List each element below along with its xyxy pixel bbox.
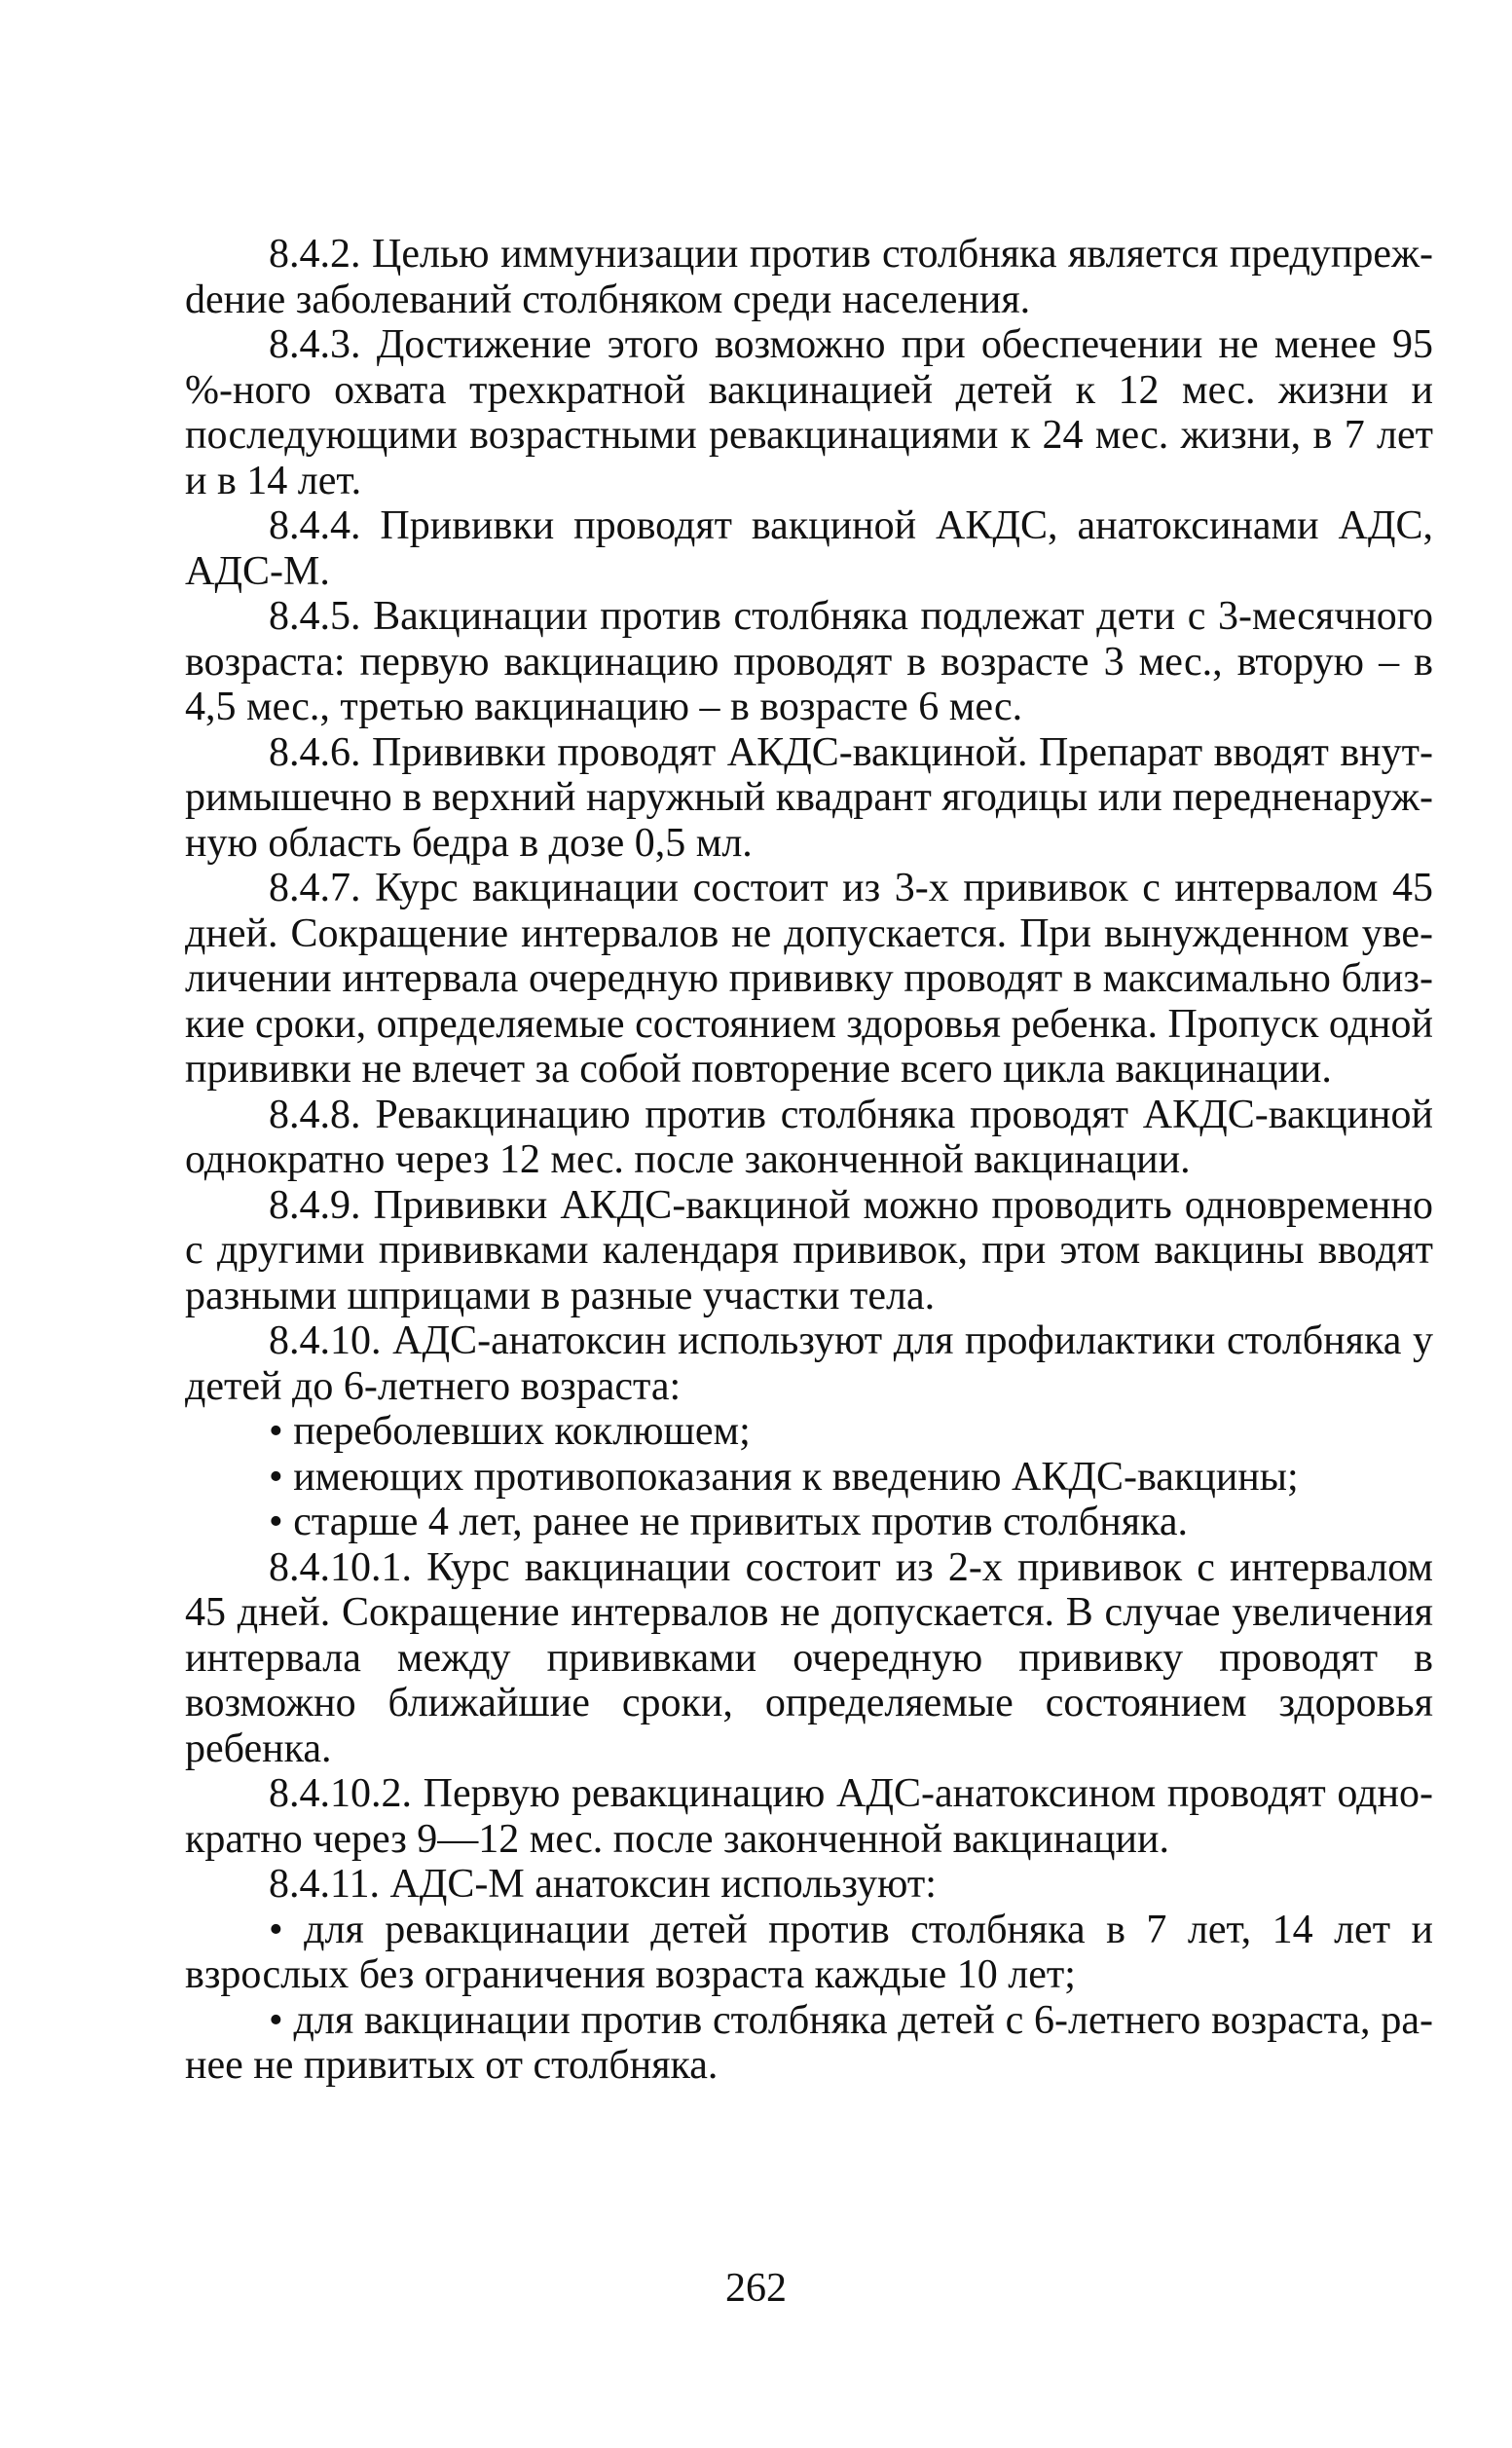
page-body (185, 232, 1433, 2089)
paragraph-8-4-4: 8.4.4. Прививки проводят вакциной АКДС, анатоксинами АДС, АДС-М. (185, 503, 1433, 594)
paragraph-8-4-10-1: 8.4.10.1. Курс вакцинации состоит из 2-х прививок с интервалом 45 дней. Сокращение интервалов не допускается. В случае увеличения интервала между прививками очередную прививку проводят в возможно ближайшие сроки, определяемые состоянием здоровья ребенка. (185, 1544, 1433, 1771)
bullet-item: • имеющих противопоказания к введению АКДС-вакцины; (269, 1454, 1299, 1500)
paragraph-8-4-8: 8.4.8. Ревакцинацию против столбняка проводят АКДС-вакциной однократно через 12 мес. после законченной вакцинации. (185, 1092, 1433, 1182)
bullet-item: • для вакцинации против столбняка детей с 6-летнего возраста, ранее не привитых от столбняка. (185, 1997, 1433, 2088)
bullet-item: • переболевших коклюшем; (269, 1409, 751, 1454)
paragraph-8-4-5: 8.4.5. Вакцинации против столбняка подлежат дети с 3-месячного возраста: первую вакцинацию проводят в возрасте 3 мес., вторую – в 4,5 мес., третью вакцинацию – в возрасте 6 мес. (185, 594, 1433, 729)
page-number: 262 (725, 2266, 787, 2311)
paragraph-8-4-11: 8.4.11. АДС-М анатоксин используют: (269, 1862, 937, 1907)
paragraph-8-4-3: 8.4.3. Достижение этого возможно при обеспечении не менее 95 %-ного охвата трехкратной вакцинацией детей к 12 мес. жизни и последующими возрастными ревакцинациями к 24 мес. жизни, в 7 лет и в 14 лет. (185, 322, 1433, 503)
paragraph-8-4-10: 8.4.10. АДС-анатоксин используют для профилактики столбняка у детей до 6-летнего возраста: (185, 1318, 1433, 1409)
paragraph-8-4-7: 8.4.7. Курс вакцинации состоит из 3-х прививок с интервалом 45 дней. Сокращение интервалов не допускается. При вынужденном увеличении интервала очередную прививку проводят в максимально близкие сроки, определяемые состоянием здоровья ребенка. Пропуск одной прививки не влечет за собой повторение всего цикла вакцинации. (185, 866, 1433, 1092)
paragraph-8-4-10-2: 8.4.10.2. Первую ревакцинацию АДС-анатоксином проводят однократно через 9—12 мес. после законченной вакцинации. (185, 1771, 1433, 1862)
bullet-item: • для ревакцинации детей против столбняка в 7 лет, 14 лет и взрослых без ограничения возраста каждые 10 лет; (185, 1907, 1433, 1997)
paragraph-8-4-9: 8.4.9. Прививки АКДС-вакциной можно проводить одновременно с другими прививками календаря прививок, при этом вакцины вводят разными шприцами в разные участки тела. (185, 1182, 1433, 1318)
paragraph-8-4-6: 8.4.6. Прививки проводят АКДС-вакциной. Препарат вводят внутримышечно в верхний наружный квадрант ягодицы или передненаружную область бедра в дозе 0,5 мл. (185, 729, 1433, 866)
bullet-item: • старше 4 лет, ранее не привитых против столбняка. (269, 1500, 1188, 1544)
paragraph-8-4-2: 8.4.2. Целью иммунизации против столбняка является предупрежdение заболеваний столбняком среди населения. (185, 232, 1433, 322)
